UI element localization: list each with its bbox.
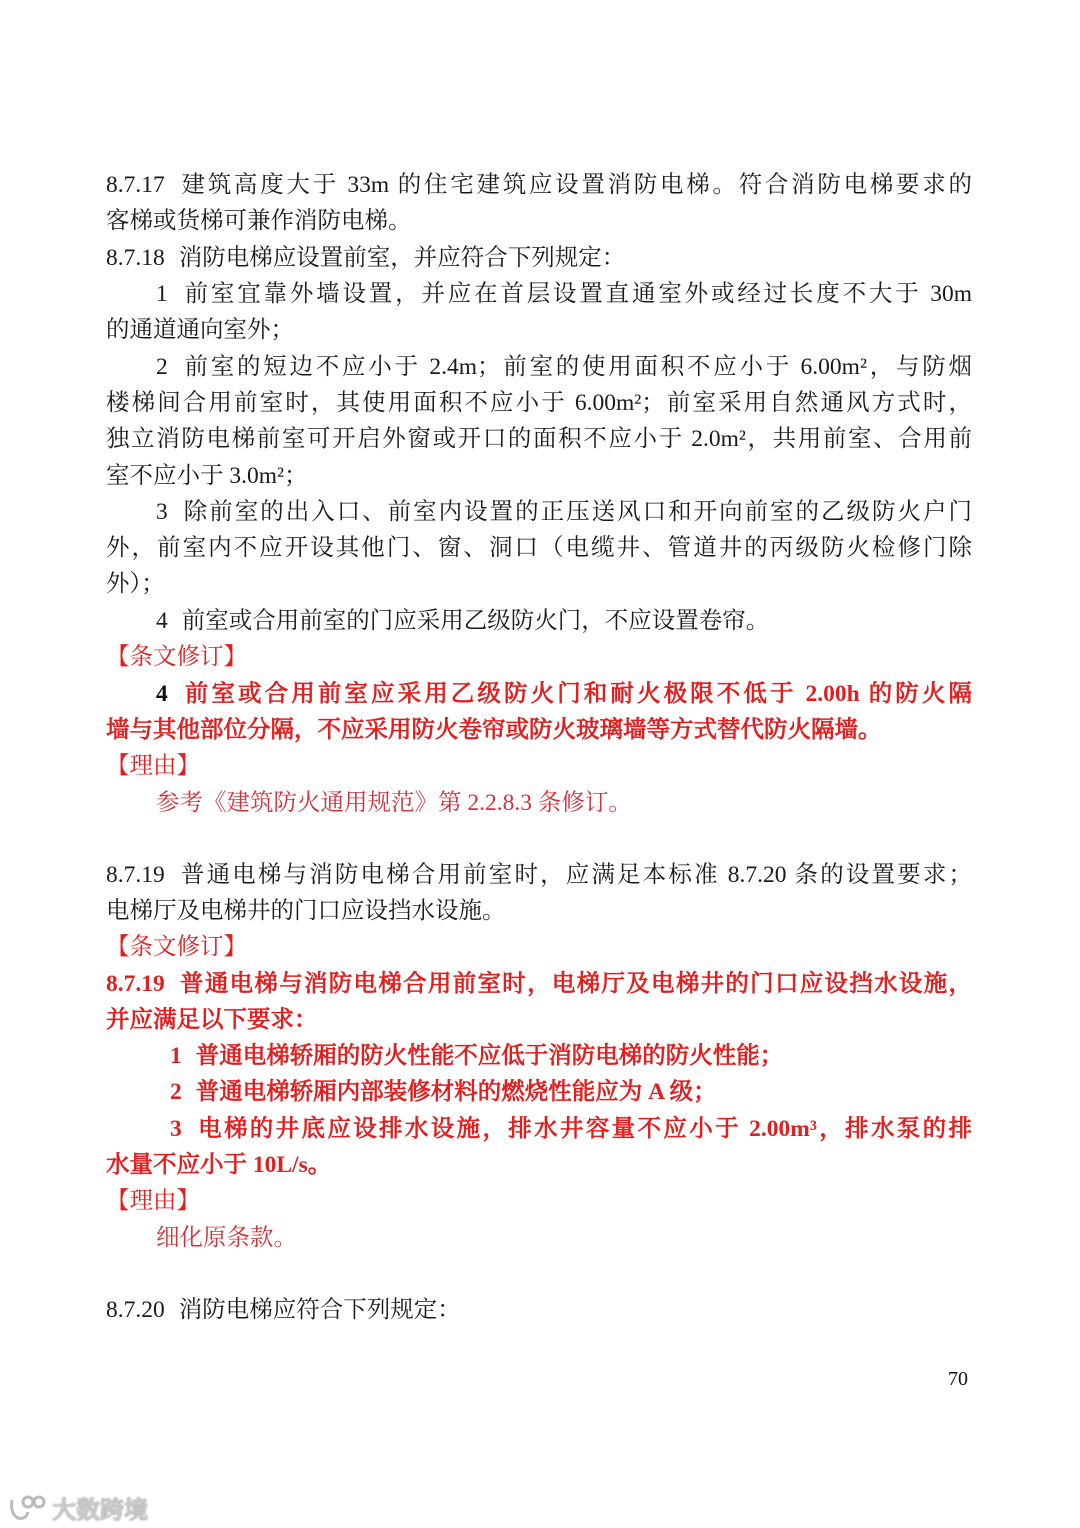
line-text: 墙与其他部位分隔，不应采用防火卷帘或防火玻璃墙等方式替代防火隔墙。 — [106, 717, 882, 743]
watermark — [8, 1490, 148, 1525]
clause-number: 4 — [156, 608, 168, 634]
revised-clause-8-7-19 — [106, 969, 972, 999]
item-2 — [156, 352, 972, 382]
clause-8-7-19 — [106, 860, 972, 890]
item-3 — [156, 497, 972, 527]
line-text: 普通电梯轿厢的防火性能不应低于消防电梯的防火性能； — [195, 1043, 784, 1069]
clause-number: 3 — [170, 1116, 182, 1142]
revised-item-3 — [170, 1114, 972, 1144]
revision-heading — [106, 642, 247, 672]
text-line — [106, 569, 165, 599]
clause-number: 1 — [156, 281, 168, 307]
line-text: 电梯厅及电梯井的门口应设挡水设施。 — [106, 898, 506, 924]
text-line — [106, 715, 882, 745]
line-text: 参考《建筑防火通用规范》第 2.2.8.3 条修订。 — [156, 790, 632, 816]
reason-text — [156, 1223, 297, 1253]
line-text: 独立消防电梯前室可开启外窗或开口的面积不应小于 2.0m²，共用前室、合用前 — [106, 426, 972, 452]
line-text: 【理由】 — [106, 753, 200, 779]
text-line — [106, 461, 308, 491]
line-text: 消防电梯应符合下列规定： — [178, 1297, 461, 1323]
line-text: 【条文修订】 — [106, 644, 247, 670]
line-text: 【理由】 — [106, 1188, 200, 1214]
line-text: 室不应小于 3.0m²； — [106, 463, 308, 489]
revised-item-1 — [170, 1041, 783, 1071]
line-text: 消防电梯应设置前室，并应符合下列规定： — [178, 245, 626, 271]
text-line — [106, 1005, 318, 1035]
text-line — [106, 533, 972, 563]
line-text: 细化原条款。 — [156, 1225, 297, 1251]
line-text: 前室或合用前室的门应采用乙级防火门，不应设置卷帘。 — [181, 608, 770, 634]
line-text: 前室或合用前室应采用乙级防火门和耐火极限不低于 2.00h 的防火隔 — [181, 681, 972, 707]
line-text: 普通电梯与消防电梯合用前室时，电梯厅及电梯井的门口应设挡水设施， — [178, 971, 972, 997]
text-line — [106, 1150, 331, 1180]
line-text: 外，前室内不应开设其他门、窗、洞口（电缆井、管道井的丙级防火检修门除 — [106, 535, 972, 561]
line-text: 前室宜靠外墙设置，并应在首层设置直通室外或经过长度不大于 30m — [181, 281, 972, 307]
item-1 — [156, 279, 972, 309]
line-text: 普通电梯与消防电梯合用前室时，应满足本标准 8.7.20 条的设置要求； — [178, 862, 972, 888]
line-text: 并应满足以下要求： — [106, 1007, 318, 1033]
clause-number: 3 — [156, 499, 168, 525]
text-line — [106, 206, 412, 236]
text-line — [106, 388, 972, 418]
reason-text — [156, 788, 632, 818]
text-line — [106, 424, 972, 454]
line-text: 建筑高度大于 33m 的住宅建筑应设置消防电梯。符合消防电梯要求的 — [178, 172, 972, 198]
reason-heading — [106, 1186, 200, 1216]
clause-number: 2 — [156, 354, 168, 380]
item-4 — [156, 606, 769, 636]
text-line — [106, 896, 506, 926]
line-text: 的通道通向室外； — [106, 317, 294, 343]
clause-number: 8.7.17 — [106, 172, 165, 198]
line-text: 前室的短边不应小于 2.4m；前室的使用面积不应小于 6.00m²，与防烟 — [181, 354, 972, 380]
line-text: 普通电梯轿厢内部装修材料的燃烧性能应为 A 级； — [195, 1079, 717, 1105]
clause-8-7-18 — [106, 243, 625, 273]
clause-8-7-17 — [106, 170, 972, 200]
line-text: 客梯或货梯可兼作消防电梯。 — [106, 208, 412, 234]
line-text: 除前室的出入口、前室内设置的正压送风口和开向前室的乙级防火户门 — [181, 499, 972, 525]
clause-8-7-20 — [106, 1295, 461, 1325]
clause-number: 1 — [170, 1043, 182, 1069]
revised-item-4 — [156, 679, 972, 709]
clause-number: 8.7.20 — [106, 1297, 165, 1323]
line-text: 外）； — [106, 571, 165, 597]
clause-number: 8.7.19 — [106, 862, 165, 888]
watermark-text: 大数跨境 — [52, 1496, 148, 1524]
reason-heading — [106, 751, 200, 781]
text-line — [106, 315, 294, 345]
line-text: 水量不应小于 10L/s。 — [106, 1152, 332, 1178]
clause-number: 8.7.18 — [106, 245, 165, 271]
revision-heading — [106, 932, 247, 962]
clause-number: 2 — [170, 1079, 182, 1105]
line-text: 电梯的井底应设排水设施，排水井容量不应小于 2.00m³，排水泵的排 — [195, 1116, 972, 1142]
line-text: 楼梯间合用前室时，其使用面积不应小于 6.00m²；前室采用自然通风方式时， — [106, 390, 972, 416]
clause-number: 8.7.19 — [106, 971, 165, 997]
page-number: 70 — [948, 1368, 968, 1390]
line-text: 【条文修订】 — [106, 934, 247, 960]
watermark-logo-icon — [8, 1494, 46, 1522]
clause-number: 4 — [156, 681, 168, 707]
revised-item-2 — [170, 1077, 717, 1107]
